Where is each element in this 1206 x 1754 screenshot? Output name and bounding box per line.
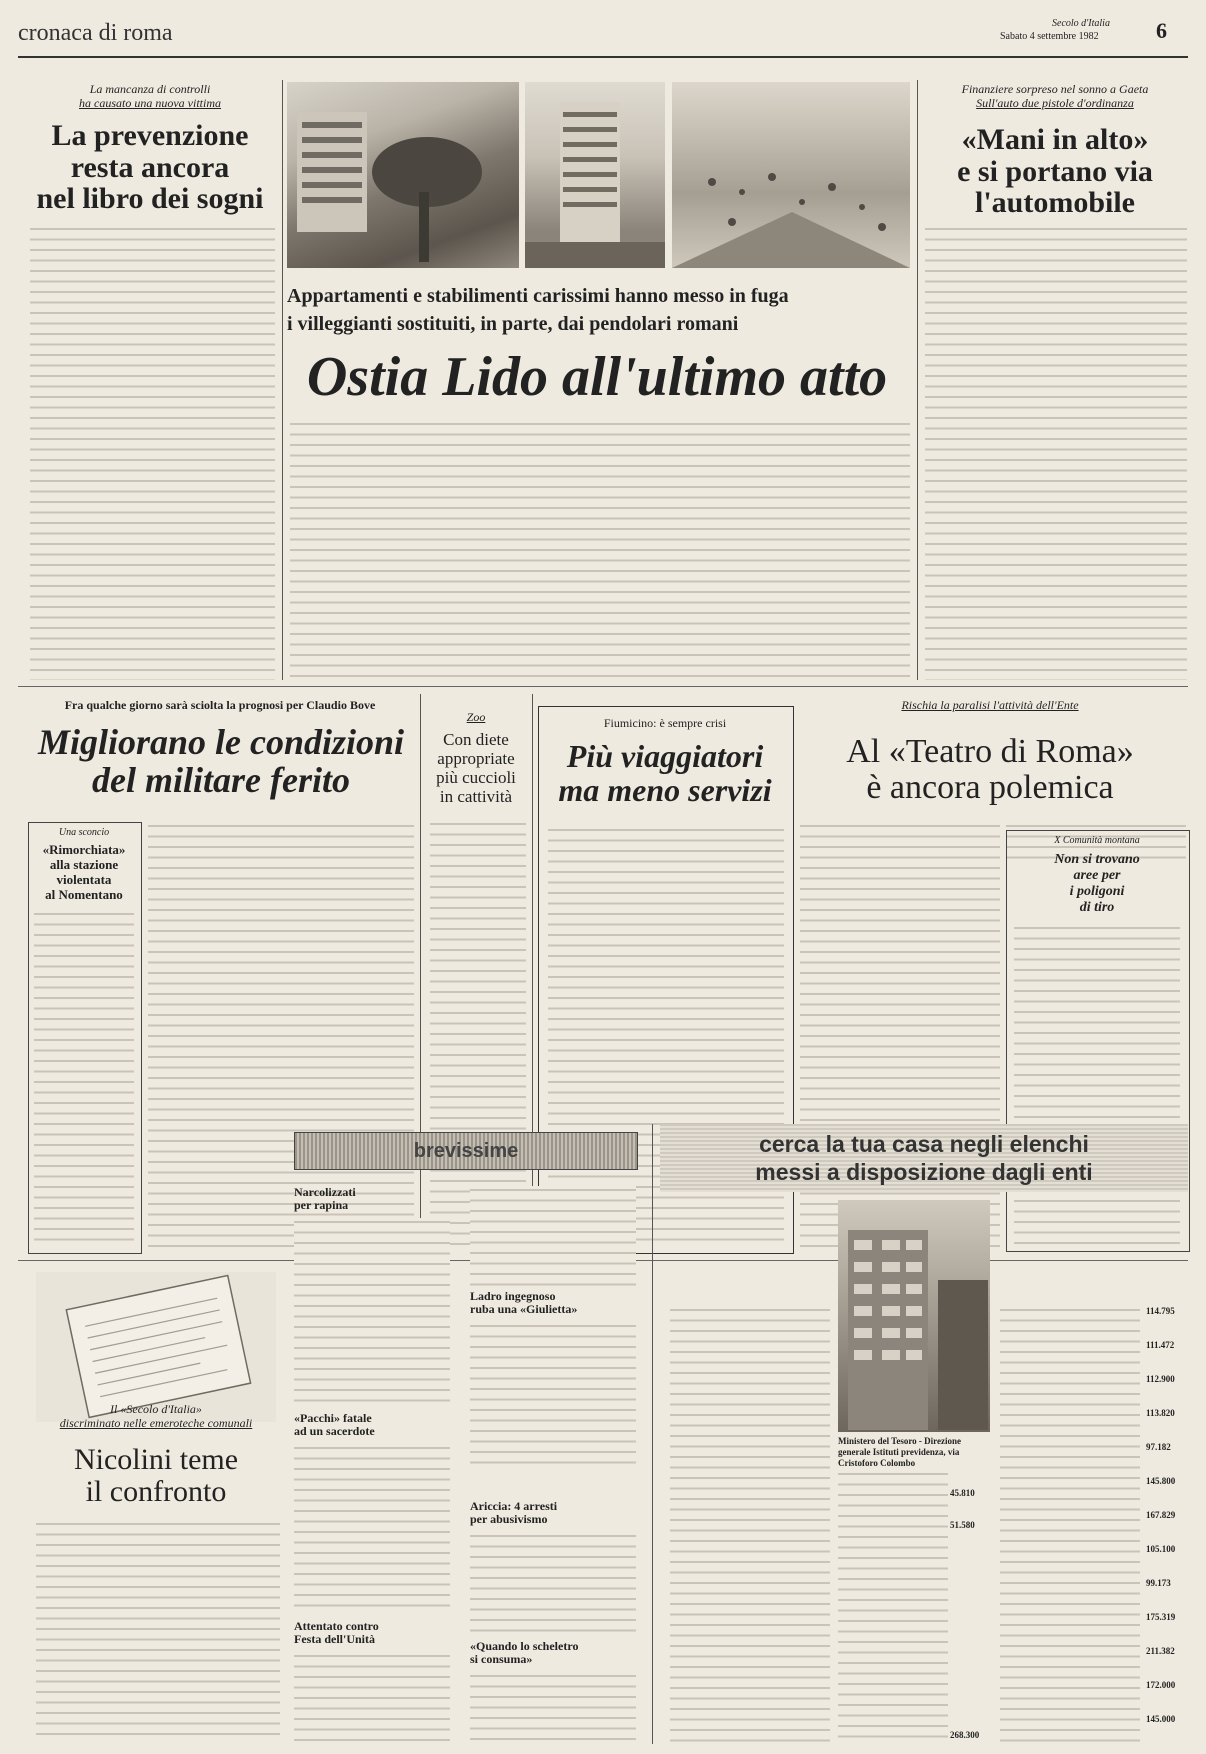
sidebar-kicker: Una sconcio xyxy=(58,827,110,838)
brevissime-body xyxy=(470,1322,636,1472)
photo-buildings xyxy=(287,82,519,268)
kicker: Finanziere sorpreso nel sonno a Gaeta Sull'auto due pistole d'ordinanza xyxy=(961,82,1149,110)
photo-caption: Ministero del Tesoro - Direzione generale Istituti previdenza, via Cristoforo Colombo xyxy=(838,1436,961,1468)
sidebar-headline: «Rimorchiata» alla stazione violentata al Nomentano xyxy=(42,842,126,902)
clipping-stamp xyxy=(36,1272,276,1422)
listing-price: 172.000 xyxy=(1146,1680,1176,1690)
subheadline: Appartamenti e stabilimenti carissimi hanno messo in fuga i villeggianti sostituiti, in parte, dai pendolari romani xyxy=(287,285,789,335)
headline: Ostia Lido all'ultimo atto xyxy=(306,346,888,408)
page-number: 6 xyxy=(1156,18,1167,43)
casa-headline-banner: cerca la tua casa negli elenchi messi a disposizione dagli enti xyxy=(660,1124,1188,1192)
brevissime-item: Ladro ingegnoso ruba una «Giulietta» xyxy=(470,1289,578,1316)
brevissime-body xyxy=(470,1672,636,1742)
photo-beach xyxy=(672,82,910,268)
brevissime-item: «Quando lo scheletro si consuma» xyxy=(470,1639,579,1666)
kicker: Zoo xyxy=(466,710,486,724)
listing-price: 175.319 xyxy=(1146,1612,1176,1622)
sidebar-kicker: X Comunità montana xyxy=(1054,835,1140,846)
headline: Migliorano le condizioni del militare ferito xyxy=(37,722,405,800)
brevissime-banner: brevissime xyxy=(294,1132,638,1170)
listing-body xyxy=(1000,1306,1140,1742)
listing-price: 145.800 xyxy=(1146,1476,1176,1486)
headline: Nicolini teme il confronto xyxy=(73,1443,239,1508)
brevissime-body xyxy=(294,1444,450,1614)
listing-prices xyxy=(1146,1306,1190,1738)
listing-price: 145.000 xyxy=(1146,1714,1176,1724)
brevissime-item: Attentato contro Festa dell'Unità xyxy=(294,1619,379,1646)
listing-price: 45.810 xyxy=(950,1488,975,1498)
article-body xyxy=(30,225,275,680)
brevissime-body xyxy=(470,1532,636,1632)
kicker: La mancanza di controlli ha causato una nuova vittima xyxy=(79,82,221,110)
article-body xyxy=(36,1520,280,1742)
paper-name: Secolo d'Italia xyxy=(1052,18,1110,29)
sidebar-body xyxy=(34,910,134,1245)
sidebar-headline: Non si trovano aree per i poligoni di tiro xyxy=(1054,852,1140,915)
listing-price: 99.173 xyxy=(1146,1578,1171,1588)
brevissime-body xyxy=(294,1218,450,1408)
headline: «Mani in alto» e si portano via l'automobile xyxy=(957,123,1153,219)
column-rule xyxy=(420,694,421,1254)
article-body xyxy=(290,420,910,678)
listing-price: 105.100 xyxy=(1146,1544,1176,1554)
kicker: Fiumicino: è sempre crisi xyxy=(603,716,727,730)
brevissime-item: «Pacchi» fatale ad un sacerdote xyxy=(294,1411,375,1438)
kicker: Il «Secolo d'Italia» discriminato nelle emeroteche comunali xyxy=(59,1402,253,1430)
column-rule xyxy=(917,80,918,680)
article-body xyxy=(925,225,1187,680)
listing-price: 211.382 xyxy=(1146,1646,1175,1656)
listing-body xyxy=(838,1470,948,1742)
brevissime-item: Narcolizzati per rapina xyxy=(294,1185,356,1212)
headline: La prevenzione resta ancora nel libro dei sogni xyxy=(36,119,264,215)
listing-price: 111.472 xyxy=(1146,1340,1175,1350)
column-rule xyxy=(532,694,533,1254)
kicker: Rischia la paralisi l'attività dell'Ente xyxy=(901,698,1079,712)
photo-seafront xyxy=(525,82,665,268)
headline: Con diete appropriate più cuccioli in cattività xyxy=(436,730,516,806)
headline: Più viaggiatori ma meno servizi xyxy=(558,738,772,808)
brevissime-body xyxy=(294,1652,450,1742)
column-rule xyxy=(282,80,283,680)
brevissime-item: Ariccia: 4 arresti per abusivismo xyxy=(470,1499,558,1526)
listing-price: 51.580 xyxy=(950,1520,975,1530)
headline: Al «Teatro di Roma» è ancora polemica xyxy=(846,733,1134,806)
photo-apartment-building xyxy=(838,1200,990,1432)
brevissime-body xyxy=(470,1186,636,1286)
listing-price: 97.182 xyxy=(1146,1442,1171,1452)
listing-price: 268.300 xyxy=(950,1730,980,1740)
sidebar-body xyxy=(1014,924,1180,1244)
section-rule xyxy=(18,686,1188,687)
section-title: cronaca di roma xyxy=(18,20,173,46)
listing-price: 112.900 xyxy=(1146,1374,1175,1384)
kicker: Fra qualche giorno sarà sciolta la prognosi per Claudio Bove xyxy=(64,698,376,712)
masthead-rule xyxy=(18,56,1188,58)
issue-date: Sabato 4 settembre 1982 xyxy=(1000,31,1099,42)
article-body xyxy=(670,1306,830,1742)
listing-price: 114.795 xyxy=(1146,1306,1175,1316)
listing-price: 167.829 xyxy=(1146,1510,1176,1520)
column-rule xyxy=(652,1124,653,1744)
listing-price: 113.820 xyxy=(1146,1408,1175,1418)
